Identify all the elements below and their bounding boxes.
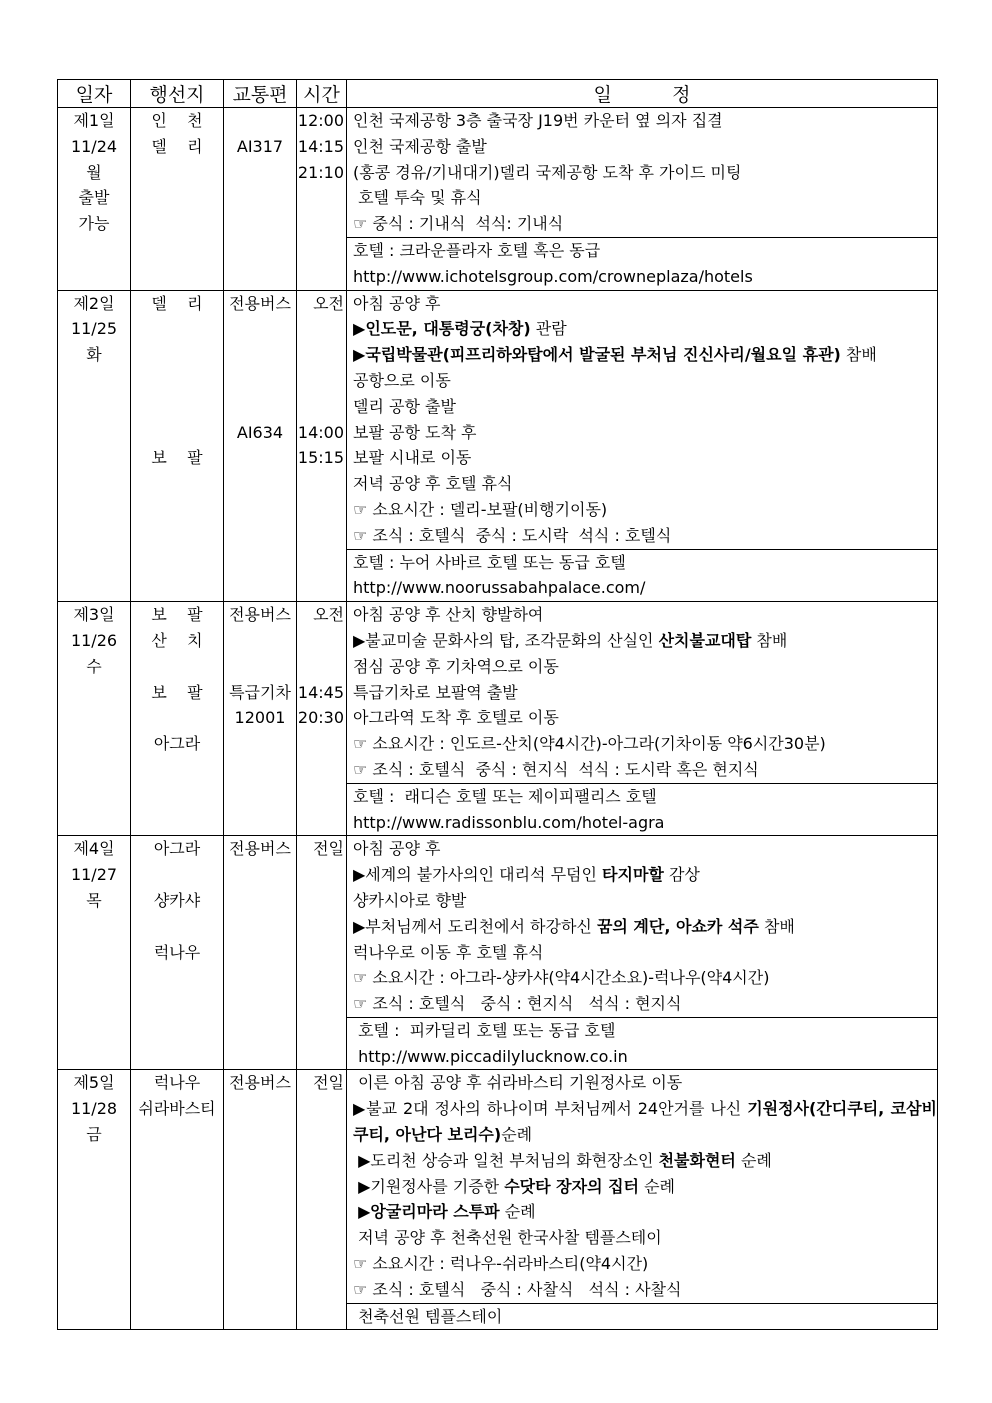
- schedule-line: 샹카시아로 향발: [353, 890, 467, 910]
- schedule-line: 저녁 공양 후 호텔 휴식: [353, 474, 513, 494]
- day-time: [297, 836, 347, 1070]
- day-time-line: 15:15: [297, 448, 344, 468]
- header-row: [58, 80, 938, 108]
- day-time-line: 전일: [313, 839, 344, 859]
- day-time-line: [297, 654, 346, 680]
- schedule-line: ▶불교 2대 정사의 하나이며 부처님께서 24안거를 나신 기원정사(간디쿠티, 코삼비쿠티, 아난다 보리수)순례: [353, 1099, 937, 1145]
- day-place: [131, 108, 224, 291]
- schedule-line: 인천 국제공항 3층 출국장 J19번 카운터 옆 의자 집결: [353, 111, 723, 130]
- day-place-line: [131, 368, 223, 394]
- schedule-line: ☞ 소요시간 : 럭나우-쉬라바스티(약4시간): [353, 1254, 649, 1274]
- day-time-line: [297, 368, 346, 394]
- day-date-line: 금: [86, 1125, 102, 1145]
- day-place-line: 샹카샤: [153, 890, 201, 910]
- header-transport: 교통편: [224, 80, 297, 108]
- day-transport-line: [224, 628, 296, 654]
- day-time-line: 12:00: [297, 111, 344, 130]
- day-place-line: [131, 862, 223, 888]
- day-date-line: 가능: [78, 214, 110, 234]
- day-time-line: [297, 316, 346, 342]
- schedule-line: ▶부처님께서 도리천에서 하강하신 꿈의 계단, 아쇼카 석주 참배: [353, 916, 795, 936]
- schedule-line: ▶도리천 상승과 일천 부처님의 화현장소인 천불화현터 순례: [353, 1150, 772, 1170]
- schedule-line: 인천 국제공항 출발: [353, 136, 487, 156]
- day-time-line: 14:15: [297, 136, 344, 156]
- day-row: [58, 836, 938, 1018]
- day-time: [297, 108, 347, 291]
- day-time-line: 오전: [313, 293, 344, 313]
- day-time-line: 전일: [313, 1073, 344, 1093]
- schedule-line: 아침 공양 후: [353, 839, 441, 859]
- day-transport: [224, 108, 297, 291]
- schedule-line: (홍콩 경유/기내대기)델리 국제공항 도착 후 가이드 미팅: [353, 162, 742, 182]
- day-hotel: [347, 237, 938, 290]
- schedule-line: ☞ 중식 : 기내식 석식: 기내식: [353, 214, 564, 234]
- day-schedule: [347, 290, 938, 549]
- schedule-line: ▶국립박물관(피프리하와탑에서 발굴된 부처님 진신사리/월요일 휴관) 참배: [353, 345, 877, 365]
- day-row: [58, 290, 938, 549]
- day-place-line: 아그라: [153, 734, 201, 754]
- hotel-line: 호텔 : 크라운플라자 호텔 혹은 동급: [353, 240, 601, 260]
- day-hotel: [347, 1303, 938, 1330]
- day-place-line: 쉬라바스티: [138, 1099, 216, 1119]
- day-place-line: 럭나우: [153, 942, 201, 962]
- schedule-line: 델리 공항 출발: [353, 396, 456, 416]
- day-transport-line: 12001: [234, 708, 286, 728]
- day-place-line: 아그라: [153, 839, 201, 859]
- schedule-line: ▶불교미술 문화사의 탑, 조각문화의 산실인 산치불교대탑 참배: [353, 630, 788, 650]
- day-place-line: 델 리: [151, 293, 203, 313]
- day-date-line: 11/24: [70, 136, 118, 156]
- day-transport-line: AI317: [236, 136, 284, 156]
- day-place-line: 산 치: [151, 630, 203, 650]
- schedule-line: 럭나우로 이동 후 호텔 휴식: [353, 942, 544, 962]
- day-date: [58, 290, 131, 602]
- schedule-line: 호텔 투숙 및 휴식: [353, 188, 482, 208]
- day-transport-line: AI634: [236, 422, 284, 442]
- day-date: [58, 836, 131, 1070]
- day-date: [58, 602, 131, 836]
- day-time-line: 14:45: [297, 682, 344, 702]
- day-transport: [224, 290, 297, 602]
- day-date-line: 목: [86, 890, 102, 910]
- schedule-line: 아그라역 도착 후 호텔로 이동: [353, 708, 559, 728]
- day-row: [58, 1070, 938, 1303]
- day-place-line: 보 팔: [151, 448, 203, 468]
- day-row: [58, 108, 938, 238]
- day-transport-line: [224, 368, 296, 394]
- day-place-line: [131, 420, 223, 446]
- itinerary-table: [57, 79, 938, 1330]
- day-place-line: 럭나우: [153, 1073, 201, 1093]
- day-place: [131, 602, 224, 836]
- day-time-line: [297, 342, 346, 368]
- day-time: [297, 602, 347, 836]
- day-hotel: [347, 783, 938, 836]
- hotel-line: http://www.piccadilylucknow.co.in: [353, 1046, 628, 1066]
- header-date: 일자: [58, 80, 131, 108]
- schedule-line: 보팔 공항 도착 후: [353, 422, 477, 442]
- hotel-line: http://www.noorussabahpalace.com/: [353, 578, 646, 598]
- day-transport: [224, 602, 297, 836]
- day-transport-line: [224, 342, 296, 368]
- day-time-line: 14:00: [297, 422, 344, 442]
- schedule-line: ☞ 조식 : 호텔식 중식 : 현지식 석식 : 도시락 혹은 현지식: [353, 759, 759, 779]
- day-transport-line: [224, 394, 296, 420]
- hotel-line: 호텔 : 피카딜리 호텔 또는 동급 호텔: [353, 1020, 616, 1040]
- schedule-line: 보팔 시내로 이동: [353, 448, 472, 468]
- day-time-line: 20:30: [297, 708, 344, 728]
- hotel-line: http://www.ichotelsgroup.com/crowneplaza/hotels: [353, 266, 753, 286]
- day-date-line: 제3일: [73, 605, 115, 625]
- day-time-line: [297, 628, 346, 654]
- day-transport-line: 전용버스: [229, 839, 291, 859]
- day-hotel: [347, 549, 938, 602]
- header-place: 행선지: [131, 80, 224, 108]
- day-date-line: 출발: [78, 188, 110, 208]
- day-schedule: [347, 1070, 938, 1303]
- schedule-line: 저녁 공양 후 천축선원 한국사찰 템플스테이: [353, 1228, 662, 1248]
- day-date: [58, 108, 131, 291]
- schedule-line: 특급기차로 보팔역 출발: [353, 682, 518, 702]
- schedule-line: 아침 공양 후: [353, 293, 441, 313]
- day-hotel: [347, 1017, 938, 1070]
- schedule-line: 공항으로 이동: [353, 370, 451, 390]
- day-transport-line: 전용버스: [229, 605, 291, 625]
- day-schedule: [347, 108, 938, 238]
- day-place-line: [131, 316, 223, 342]
- day-transport-line: [224, 108, 296, 134]
- schedule-line: ☞ 조식 : 호텔식 중식 : 현지식 석식 : 현지식: [353, 994, 682, 1014]
- day-transport-line: 전용버스: [229, 1073, 291, 1093]
- day-place-line: [131, 342, 223, 368]
- header-schedule: 일 정: [347, 80, 938, 108]
- hotel-line: 호텔 : 누어 사바르 호텔 또는 동급 호텔: [353, 552, 626, 572]
- day-transport: [224, 836, 297, 1070]
- day-place: [131, 1070, 224, 1330]
- day-place-line: 보 팔: [151, 682, 203, 702]
- day-place-line: [131, 394, 223, 420]
- day-place: [131, 836, 224, 1070]
- schedule-line: ☞ 소요시간 : 인도르-산치(약4시간)-아그라(기차이동 약6시간30분): [353, 734, 826, 754]
- day-date-line: 제2일: [73, 293, 115, 313]
- day-date-line: 월: [86, 162, 102, 182]
- day-schedule: [347, 836, 938, 1018]
- schedule-line: 점심 공양 후 기차역으로 이동: [353, 656, 559, 676]
- day-place-line: [131, 705, 223, 731]
- schedule-line: ▶앙굴리마라 스투파 순례: [353, 1202, 536, 1222]
- day-transport-line: 전용버스: [229, 293, 291, 313]
- day-date-line: 제1일: [73, 111, 115, 130]
- day-place-line: [131, 914, 223, 940]
- schedule-line: ☞ 소요시간 : 델리-보팔(비행기이동): [353, 499, 608, 519]
- hotel-line: http://www.radissonblu.com/hotel-agra: [353, 812, 665, 832]
- day-place-line: 델 리: [151, 136, 203, 156]
- day-transport-line: [224, 654, 296, 680]
- schedule-line: ▶세계의 불가사의인 대리석 무덤인 타지마할 감상: [353, 865, 700, 885]
- day-time-line: 오전: [313, 605, 344, 625]
- day-schedule: [347, 602, 938, 784]
- schedule-line: ☞ 조식 : 호텔식 중식 : 사찰식 석식 : 사찰식: [353, 1279, 682, 1299]
- day-time: [297, 290, 347, 602]
- schedule-line: 이른 아침 공양 후 쉬라바스티 기원정사로 이동: [353, 1073, 683, 1093]
- day-date-line: 수: [86, 656, 102, 676]
- day-date-line: 11/27: [70, 865, 118, 885]
- day-place-line: 보 팔: [151, 605, 203, 625]
- schedule-line: ☞ 소요시간 : 아그라-샹카샤(약4시간소요)-럭나우(약4시간): [353, 968, 770, 988]
- day-row: [58, 602, 938, 784]
- hotel-line: 천축선원 템플스테이: [353, 1306, 503, 1326]
- hotel-line: 호텔 : 래디슨 호텔 또는 제이피팰리스 호텔: [353, 786, 657, 806]
- day-date-line: 제5일: [73, 1073, 115, 1093]
- schedule-line: ☞ 조식 : 호텔식 중식 : 도시락 석식 : 호텔식: [353, 525, 672, 545]
- day-date-line: 제4일: [73, 839, 115, 859]
- schedule-line: ▶기원정사를 기증한 수닷타 장자의 집터 순례: [353, 1176, 676, 1196]
- day-time: [297, 1070, 347, 1330]
- day-place-line: 인 천: [151, 111, 203, 130]
- header-time: 시간: [297, 80, 347, 108]
- day-date-line: 11/28: [70, 1099, 118, 1119]
- day-place: [131, 290, 224, 602]
- day-date-line: 11/26: [70, 630, 118, 650]
- day-date-line: 11/25: [70, 319, 118, 339]
- day-time-line: [297, 394, 346, 420]
- schedule-line: ▶인도문, 대통령궁(차창) 관람: [353, 319, 567, 339]
- day-date: [58, 1070, 131, 1330]
- day-place-line: [131, 654, 223, 680]
- day-date-line: 화: [86, 345, 102, 365]
- day-transport: [224, 1070, 297, 1330]
- day-transport-line: 특급기차: [229, 682, 291, 702]
- day-time-line: 21:10: [297, 162, 344, 182]
- day-transport-line: [224, 316, 296, 342]
- schedule-line: 아침 공양 후 산치 향발하여: [353, 605, 544, 625]
